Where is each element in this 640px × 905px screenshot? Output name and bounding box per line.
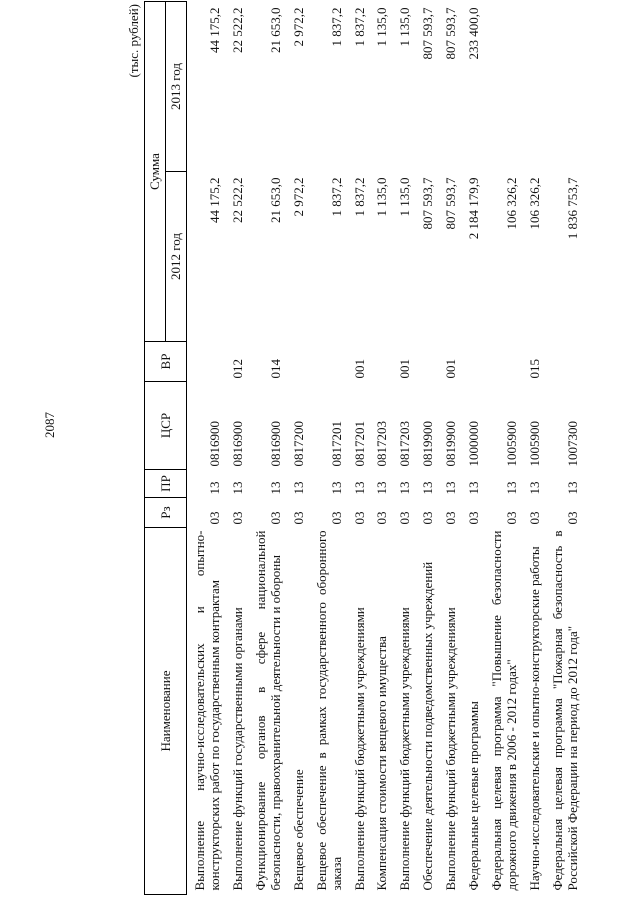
table-header bbox=[145, 2, 187, 895]
row-rz: 03 bbox=[443, 511, 459, 525]
row-pr: 13 bbox=[420, 481, 436, 495]
row-rz: 03 bbox=[504, 511, 520, 525]
row-value-2012: 22 522,2 bbox=[229, 177, 245, 223]
budget-table bbox=[144, 1, 585, 895]
row-value-2013 bbox=[486, 2, 524, 172]
header-vr: ВР bbox=[145, 342, 187, 382]
row-rz: 03 bbox=[267, 511, 283, 525]
row-vr: 015 bbox=[527, 359, 542, 379]
header-sum: Сумма bbox=[145, 2, 166, 342]
row-name: Вещевое обеспечение bbox=[290, 769, 306, 891]
table-row bbox=[463, 2, 486, 895]
row-value-2012: 106 326,2 bbox=[504, 177, 520, 230]
row-name: Функционирование органов в сфере национальной безопасности, правоохранительной деятельности и обороны bbox=[252, 530, 283, 891]
header-pr: ПР bbox=[145, 470, 187, 498]
row-value-2013: 2 972,2 bbox=[290, 7, 306, 47]
table-row bbox=[394, 2, 417, 895]
row-pr: 13 bbox=[206, 481, 222, 495]
header-csr: ЦСР bbox=[145, 382, 187, 470]
table-row bbox=[486, 2, 524, 895]
row-rz: 03 bbox=[527, 511, 542, 525]
row-pr: 13 bbox=[397, 481, 413, 495]
row-value-2012: 807 593,7 bbox=[420, 177, 436, 230]
table-row bbox=[250, 2, 288, 895]
row-value-2013: 1 837,2 bbox=[328, 7, 344, 47]
row-csr: 0817203 bbox=[397, 421, 413, 467]
row-vr: 001 bbox=[351, 359, 367, 379]
row-csr: 0816900 bbox=[267, 421, 283, 467]
row-value-2012: 21 653,0 bbox=[267, 177, 283, 223]
row-value-2013 bbox=[524, 2, 547, 172]
row-rz: 03 bbox=[420, 511, 436, 525]
row-vr: 014 bbox=[267, 359, 283, 379]
row-name: Федеральная целевая программа "Пожарная безопасность в Российской Федерации на период до 2012 года" bbox=[549, 530, 580, 891]
row-name: Выполнение научно-исследовательских и опытно-конструкторских работ по государственным контрактам bbox=[192, 530, 222, 891]
table-row bbox=[417, 2, 440, 895]
row-rz: 03 bbox=[351, 511, 367, 525]
row-pr: 13 bbox=[290, 481, 306, 495]
row-csr: 0819900 bbox=[420, 421, 436, 467]
row-value-2012: 44 175,2 bbox=[206, 177, 222, 223]
row-name: Выполнение функций государственными органами bbox=[229, 607, 245, 891]
row-csr: 1007300 bbox=[564, 421, 580, 467]
header-2012: 2012 год bbox=[166, 172, 187, 342]
row-csr: 1005900 bbox=[504, 421, 520, 467]
rotated-page-content bbox=[126, 0, 640, 905]
row-name: Научно-исследовательские и опытно-конструкторские работы bbox=[527, 546, 542, 891]
row-pr: 13 bbox=[466, 481, 482, 495]
row-name: Обеспечение деятельности подведомственных учреждений bbox=[420, 561, 436, 891]
units-label: (тыс. рублей) bbox=[126, 4, 141, 78]
row-vr bbox=[311, 342, 349, 382]
table-row bbox=[288, 2, 311, 895]
row-csr: 0817201 bbox=[328, 421, 344, 467]
row-value-2012: 1 135,0 bbox=[397, 177, 413, 217]
row-vr bbox=[187, 342, 227, 382]
row-value-2013: 22 522,2 bbox=[229, 7, 245, 53]
header-rz: Рз bbox=[145, 498, 187, 528]
row-rz: 03 bbox=[397, 511, 413, 525]
table-row bbox=[440, 2, 463, 895]
row-pr: 13 bbox=[527, 481, 542, 495]
row-pr: 13 bbox=[374, 481, 390, 495]
row-name: Выполнение функций бюджетными учреждениями bbox=[443, 607, 459, 891]
table-row bbox=[524, 2, 547, 895]
row-value-2013: 1 135,0 bbox=[397, 7, 413, 47]
row-csr: 1005900 bbox=[527, 421, 542, 467]
row-rz: 03 bbox=[466, 511, 482, 525]
row-name: Вещевое обеспечение в рамках государственного оборонного заказа bbox=[313, 530, 344, 891]
row-csr: 0816900 bbox=[206, 421, 222, 467]
row-vr bbox=[463, 342, 486, 382]
row-vr bbox=[288, 342, 311, 382]
row-value-2012: 1 135,0 bbox=[374, 177, 390, 217]
row-rz: 03 bbox=[290, 511, 306, 525]
row-value-2013: 233 400,0 bbox=[466, 7, 482, 60]
row-pr: 13 bbox=[267, 481, 283, 495]
row-vr: 001 bbox=[443, 359, 459, 379]
row-value-2013: 1 837,2 bbox=[351, 7, 367, 47]
row-csr: 1000000 bbox=[466, 421, 482, 467]
row-csr: 0819900 bbox=[443, 421, 459, 467]
row-rz: 03 bbox=[229, 511, 245, 525]
row-vr bbox=[371, 342, 394, 382]
table-row bbox=[227, 2, 250, 895]
row-rz: 03 bbox=[564, 511, 580, 525]
row-pr: 13 bbox=[443, 481, 459, 495]
row-name: Федеральные целевые программы bbox=[466, 701, 482, 891]
row-name: Выполнение функций бюджетными учреждениями bbox=[397, 607, 413, 891]
row-vr: 001 bbox=[397, 359, 413, 379]
row-value-2012: 807 593,7 bbox=[443, 177, 459, 230]
row-value-2013: 21 653,0 bbox=[267, 7, 283, 53]
row-value-2013: 807 593,7 bbox=[443, 7, 459, 60]
row-value-2012: 2 184 179,9 bbox=[466, 177, 482, 240]
header-name: Наименование bbox=[145, 528, 187, 895]
row-name: Выполнение функций бюджетными учреждениями bbox=[351, 607, 367, 891]
row-value-2012: 2 972,2 bbox=[290, 177, 306, 217]
table-row bbox=[547, 2, 585, 895]
row-rz: 03 bbox=[328, 511, 344, 525]
row-pr: 13 bbox=[504, 481, 520, 495]
row-name: Компенсация стоимости вещевого имущества bbox=[374, 636, 390, 891]
row-vr bbox=[486, 342, 524, 382]
row-value-2013 bbox=[547, 2, 585, 172]
row-csr: 0816900 bbox=[229, 421, 245, 467]
row-csr: 0817201 bbox=[351, 421, 367, 467]
row-value-2012: 1 837,2 bbox=[328, 177, 344, 217]
page-number: 2087 bbox=[42, 412, 57, 438]
table-row bbox=[349, 2, 372, 895]
table-body bbox=[187, 2, 585, 895]
row-vr bbox=[547, 342, 585, 382]
row-vr bbox=[417, 342, 440, 382]
row-rz: 03 bbox=[374, 511, 390, 525]
table-row bbox=[371, 2, 394, 895]
header-2013: 2013 год bbox=[166, 2, 187, 172]
row-rz: 03 bbox=[206, 511, 222, 525]
row-value-2012: 1 836 753,7 bbox=[564, 177, 580, 240]
row-pr: 13 bbox=[328, 481, 344, 495]
table-row bbox=[187, 2, 227, 895]
row-csr: 0817200 bbox=[290, 421, 306, 467]
row-vr: 012 bbox=[229, 359, 245, 379]
row-value-2013: 44 175,2 bbox=[206, 7, 222, 53]
row-pr: 13 bbox=[351, 481, 367, 495]
row-pr: 13 bbox=[229, 481, 245, 495]
row-name: Федеральная целевая программа "Повышение безопасности дорожного движения в 2006 - 2012 годах" bbox=[489, 530, 520, 891]
row-value-2013: 1 135,0 bbox=[374, 7, 390, 47]
row-value-2013: 807 593,7 bbox=[420, 7, 436, 60]
row-value-2012: 1 837,2 bbox=[351, 177, 367, 217]
row-pr: 13 bbox=[564, 481, 580, 495]
row-value-2012: 106 326,2 bbox=[527, 177, 542, 230]
row-csr: 0817203 bbox=[374, 421, 390, 467]
table-row bbox=[311, 2, 349, 895]
